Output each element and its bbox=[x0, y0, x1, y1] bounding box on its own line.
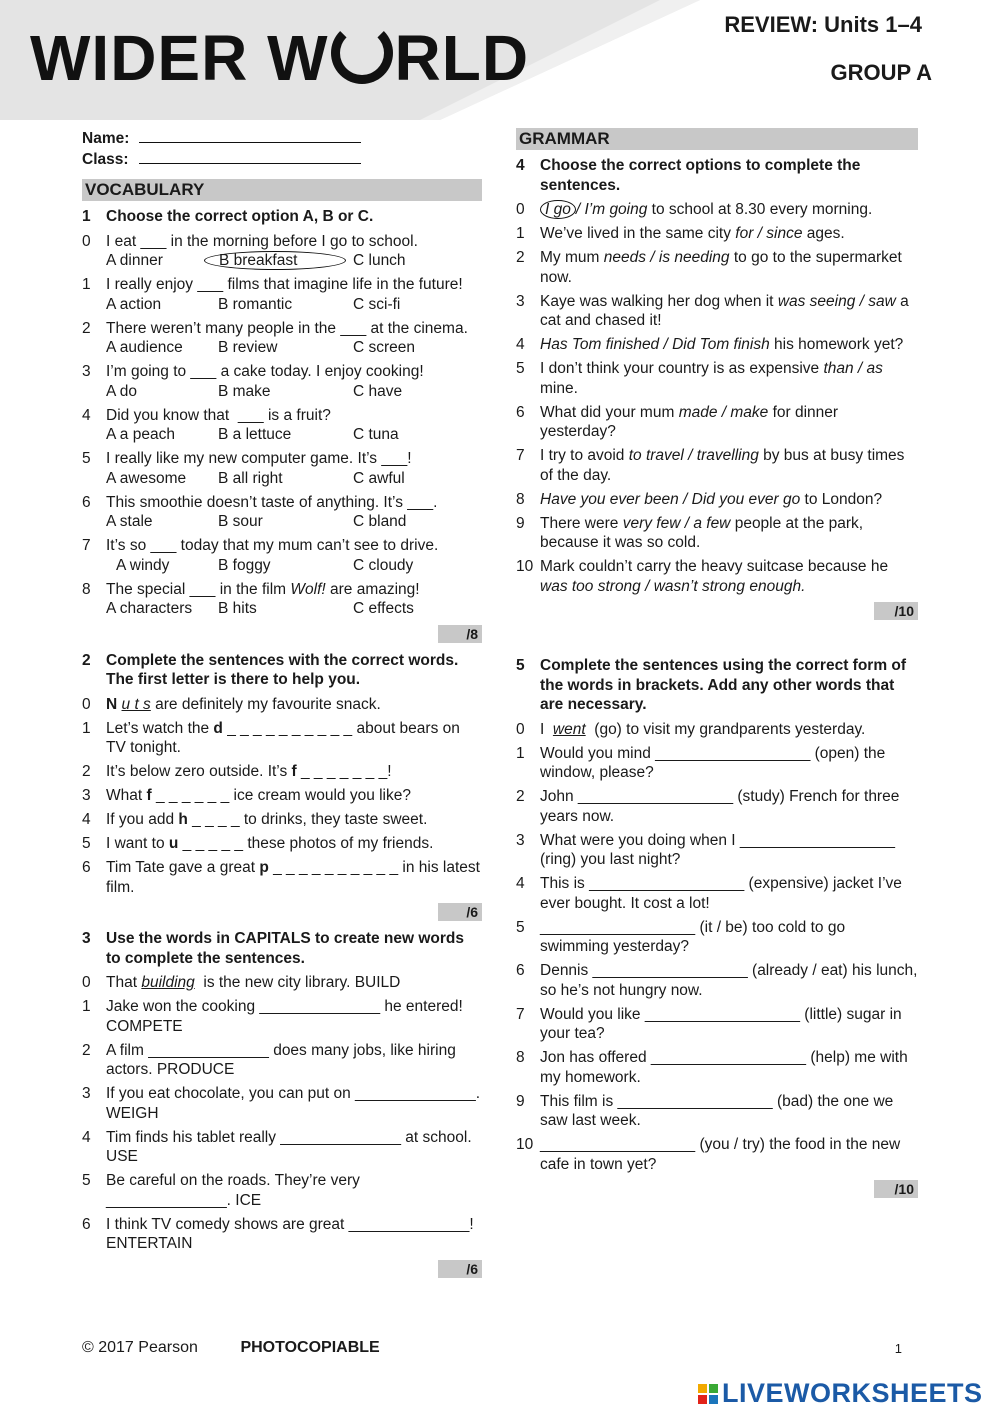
list-item[interactable]: 4 Did you know that ___ is a fruit? A a peach B a lettuce C tuna bbox=[82, 406, 399, 443]
score-row bbox=[82, 625, 482, 645]
example-item: 0 I go / I’m going to school at 8.30 every morning. bbox=[516, 201, 873, 218]
brand-tile bbox=[698, 1395, 707, 1404]
task-4-instruction: 4 Choose the correct options to complete the sentences. bbox=[516, 157, 861, 194]
list-item[interactable]: 10 __________________ (you / try) the food in the new cafe in town yet? bbox=[516, 1136, 901, 1173]
list-item[interactable]: 8 Have you ever been / Did you ever go to London? bbox=[516, 490, 883, 508]
page-number: 1 bbox=[894, 1341, 902, 1356]
list-item[interactable]: 4 Has Tom finished / Did Tom finish his homework yet? bbox=[516, 336, 904, 353]
copyright: © 2017 Pearson bbox=[82, 1339, 198, 1356]
left-column bbox=[82, 128, 482, 1284]
list-item[interactable]: 6 Tim Tate gave a great p _ _ _ _ _ _ _ _ _ _ in his latest film. bbox=[82, 859, 480, 896]
score-box: /10 bbox=[874, 602, 918, 620]
score-box: /6 bbox=[438, 903, 482, 921]
list-item[interactable]: 8 The special ___ in the film Wolf! are amazing! A characters B hits C effects bbox=[82, 580, 420, 617]
list-item[interactable]: 3 Kaye was walking her dog when it was seeing / saw a cat and chased it! bbox=[516, 292, 909, 329]
list-item[interactable]: 7 It’s so ___ today that my mum can’t see to drive. A windy B foggy C cloudy bbox=[82, 537, 439, 574]
brand-logo-icon bbox=[698, 1384, 718, 1404]
grammar-header: GRAMMAR bbox=[516, 128, 918, 150]
list-item[interactable]: 5 I really like my new computer game. It’s ___! A awesome B all right C awful bbox=[82, 450, 412, 487]
task-3-instruction: 3 Use the words in CAPITALS to create new words to complete the sentences. bbox=[82, 930, 464, 967]
list-item[interactable]: 8 Jon has offered __________________ (help) me with my homework. bbox=[516, 1049, 908, 1086]
list-item[interactable]: 1 Let’s watch the d _ _ _ _ _ _ _ _ _ _ about bears on TV tonight. bbox=[82, 719, 460, 756]
list-item[interactable]: 5 I don’t think your country is as expensive than / as mine. bbox=[516, 360, 883, 397]
list-item[interactable]: 6 I think TV comedy shows are great ______________! ENTERTAIN bbox=[82, 1215, 474, 1252]
list-item[interactable]: 9 There were very few / a few people at the park, because it was so cold. bbox=[516, 514, 864, 551]
list-item[interactable]: 9 This film is __________________ (bad) the one we saw last week. bbox=[516, 1092, 894, 1129]
list-item[interactable]: 3 What were you doing when I __________________ (ring) you last night? bbox=[516, 831, 896, 868]
logo: WIDER W RLD bbox=[30, 22, 530, 94]
task-5-instruction: 5 Complete the sentences using the correct form of the words in brackets. Add any other words that are necessary. bbox=[516, 657, 907, 713]
brand-tile bbox=[709, 1384, 718, 1393]
circled-answer[interactable]: I go bbox=[540, 200, 576, 219]
footer bbox=[82, 1339, 902, 1357]
list-item[interactable]: 4 This is __________________ (expensive) jacket I’ve ever bought. It cost a lot! bbox=[516, 875, 902, 912]
list-item[interactable]: 1 Jake won the cooking ______________ he entered! COMPETE bbox=[82, 998, 463, 1035]
brand-text: LIVEWORKSHEETS bbox=[722, 1378, 983, 1408]
vocabulary-header: VOCABULARY bbox=[82, 179, 482, 201]
score-box: /10 bbox=[874, 1180, 918, 1198]
list-item[interactable]: 1 Would you mind __________________ (open) the window, please? bbox=[516, 744, 886, 781]
list-item[interactable]: 6 What did your mum made / make for dinner yesterday? bbox=[516, 403, 839, 440]
right-column bbox=[516, 128, 918, 1204]
list-item[interactable]: 2 There weren’t many people in the ___ at the cinema. A audience B review C screen bbox=[82, 319, 468, 356]
task-2-instruction: 2 Complete the sentences with the correct words. The first letter is there to help you. bbox=[82, 651, 459, 688]
score-row bbox=[82, 903, 482, 923]
list-item[interactable]: 10 Mark couldn’t carry the heavy suitcase because he was too strong / wasn’t strong enough. bbox=[516, 558, 893, 595]
name-blank[interactable] bbox=[139, 128, 361, 143]
logo-o-ring bbox=[331, 22, 393, 84]
task-1-instruction: 1 Choose the correct option A, B or C. bbox=[82, 208, 374, 225]
class-blank[interactable] bbox=[139, 149, 361, 164]
list-item[interactable]: 3 What f _ _ _ _ _ _ ice cream would you like? bbox=[82, 787, 411, 804]
review-title: REVIEW: Units 1–4 bbox=[724, 12, 922, 37]
brand-tile bbox=[709, 1395, 718, 1404]
list-item[interactable]: 4 If you add h _ _ _ _ to drinks, they taste sweet. bbox=[82, 811, 428, 828]
list-item[interactable]: 1 I really enjoy ___ films that imagine life in the future! A action B romantic C sci-fi bbox=[82, 276, 463, 313]
list-item[interactable]: 6 Dennis __________________ (already / eat) his lunch, so he’s not hungry now. bbox=[516, 962, 918, 999]
list-item[interactable]: 3 I’m going to ___ a cake today. I enjoy cooking! A do B make C have bbox=[82, 363, 424, 400]
list-item[interactable]: 5 __________________ (it / be) too cold to go swimming yesterday? bbox=[516, 918, 846, 955]
list-item[interactable]: 7 Would you like __________________ (little) sugar in your tea? bbox=[516, 1005, 902, 1042]
list-item[interactable]: 5 Be careful on the roads. They’re very ______________. ICE bbox=[82, 1172, 360, 1209]
list-item[interactable]: 1 We’ve lived in the same city for / since ages. bbox=[516, 225, 845, 242]
list-item[interactable]: 5 I want to u _ _ _ _ _ these photos of my friends. bbox=[82, 835, 434, 852]
score-box: /8 bbox=[438, 625, 482, 643]
group-title: GROUP A bbox=[830, 60, 932, 85]
class-field: Class: bbox=[82, 149, 482, 170]
brand-tile bbox=[698, 1384, 707, 1393]
list-item: 0 I eat ___ in the morning before I go to school. A dinner B breakfast C lunch bbox=[82, 232, 418, 269]
score-row bbox=[516, 602, 918, 622]
example-item: 0 That building is the new city library. BUILD bbox=[82, 974, 401, 991]
score-row bbox=[82, 1260, 482, 1280]
list-item[interactable]: 2 John __________________ (study) French for three years now. bbox=[516, 788, 900, 825]
list-item[interactable]: 4 Tim finds his tablet really ______________ at school. USE bbox=[82, 1128, 472, 1165]
list-item[interactable]: 3 If you eat chocolate, you can put on ______________. WEIGH bbox=[82, 1085, 481, 1122]
example-item: 0 I went (go) to visit my grandparents yesterday. bbox=[516, 720, 866, 738]
list-item[interactable]: 6 This smoothie doesn’t taste of anything. It’s ___. A stale B sour C bland bbox=[82, 493, 438, 530]
circled-answer[interactable]: B breakfast bbox=[204, 251, 346, 270]
score-row bbox=[516, 1180, 918, 1200]
photocopiable-label: PHOTOCOPIABLE bbox=[240, 1339, 380, 1356]
list-item[interactable]: 2 It’s below zero outside. It’s f _ _ _ _ _ _ _! bbox=[82, 763, 392, 780]
liveworksheets-brand[interactable] bbox=[698, 1378, 983, 1409]
list-item[interactable]: 7 I try to avoid to travel / travelling by bus at busy times of the day. bbox=[516, 447, 905, 484]
score-box: /6 bbox=[438, 1260, 482, 1278]
example-item: 0 N u t s are definitely my favourite snack. bbox=[82, 695, 381, 713]
list-item[interactable]: 2 A film ______________ does many jobs, like hiring actors. PRODUCE bbox=[82, 1041, 456, 1078]
list-item[interactable]: 2 My mum needs / is needing to go to the supermarket now. bbox=[516, 249, 902, 286]
name-field: Name: bbox=[82, 128, 482, 149]
